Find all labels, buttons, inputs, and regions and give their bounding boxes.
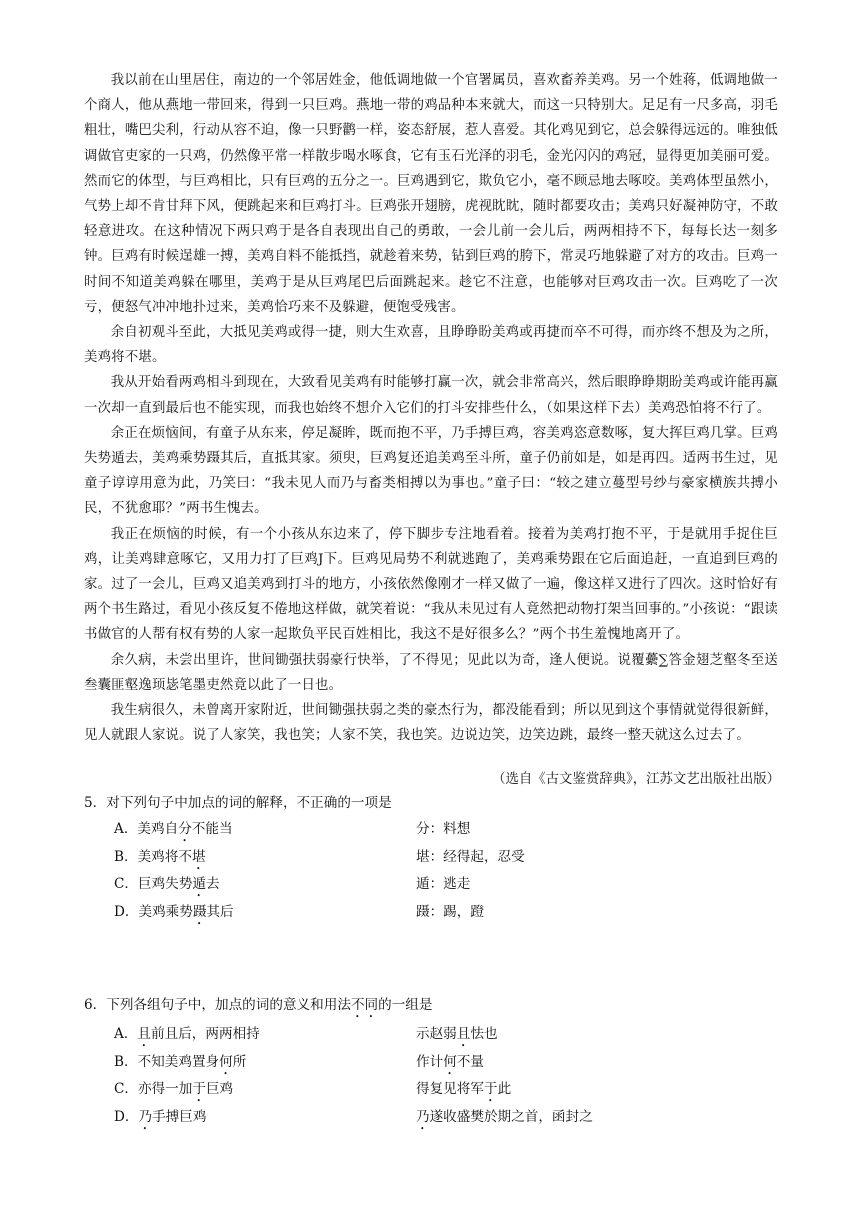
option-explanation: 分：料想 <box>416 821 471 837</box>
question-6-option-b[interactable] <box>84 1049 778 1077</box>
dotted-word: 且 <box>137 1026 152 1042</box>
dotted-word: 于 <box>483 1081 498 1097</box>
dotted-word: 乃 <box>138 1108 153 1125</box>
dotted-word: 不同 <box>350 997 379 1013</box>
question-5-option-a[interactable] <box>84 816 778 844</box>
question-6-option-d[interactable] <box>84 1104 778 1132</box>
option-explanation: 蹑：踢，蹬 <box>416 903 484 920</box>
paragraph-7: 我生病很久，未曾离开家附近，世间锄强扶弱之类的豪杰行为，都没能看到；所以见到这个事情就觉得很新鲜，见人就跟人家说。说了人家笑，我也笑；人家不笑，我也笑。边说边笑，边笑边跳，最终一整天就这么过去了。 <box>84 703 778 744</box>
paragraph-3: 我从开始看两鸡相斗到现在，大致看见美鸡有时能够打赢一次，就会非常高兴，然后眼睁睁期盼美鸡或许能再赢一次却一直到最后也不能实现，而我也始终不想介入它们的打斗安排些什么，（如果这样下去）美鸡恐怕将不行了。 <box>84 375 778 416</box>
option-sentence: A．美鸡自分不能当 <box>114 821 233 837</box>
question-5-option-c[interactable] <box>84 871 778 899</box>
paragraph-4: 余正在烦恼间，有童子从东来，停足凝眸，既而抱不平，乃手搏巨鸡，容美鸡恣意数啄，复大挥巨鸡几掌。巨鸡失势遁去，美鸡乘势蹑其后，直抵其家。须臾，巨鸡复还追美鸡至斗所，童子仍前如是，如是再四。适两书生过，见童子谆谆用意为此，乃笑曰：“我未见人而乃与畜类相搏以为事也。”童子曰：“较之建立蔓型号纱与豪家横族共搏小民，不犹愈耶？”两书生愧去。 <box>84 425 778 517</box>
dotted-word: 分 <box>178 821 192 837</box>
question-6 <box>84 992 778 1131</box>
paragraph-6: 余久病，未尝出里许，世间锄强扶弱豪行快举，了不得见；见此以为奇，逢人便说。说覆虆∑答金翅芝壑冬至送叁囊匪壑逸顼毖笔墨吏然竟以此了一日也。 <box>84 652 778 693</box>
option-right-sentence: 乃遂收盛樊於期之首，函封之 <box>416 1108 593 1125</box>
dotted-word: 且 <box>456 1026 471 1042</box>
dotted-word: 于 <box>192 1081 206 1097</box>
option-left-sentence: C．亦得一加于巨鸡 <box>114 1081 234 1097</box>
source-citation: （选自《古文鉴赏辞典》，江苏文艺出版社出版） <box>492 772 780 787</box>
option-right-sentence: 示赵弱且怯也 <box>416 1026 498 1042</box>
question-5-option-b[interactable] <box>84 844 778 872</box>
dotted-word: 蹑 <box>192 903 207 920</box>
option-right-sentence: 作计何不量 <box>416 1053 484 1070</box>
option-left-sentence: A．且前且后，两两相持 <box>114 1026 260 1042</box>
paragraph-2: 余自初观斗至此，大抵见美鸡或得一捷，则大生欢喜，且睁睁盼美鸡或再捷而卒不可得，而亦终不想及为之所，美鸡将不堪。 <box>84 325 778 366</box>
question-6-stem: 6．下列各组句子中，加点的词的意义和用法不同的一组是 <box>84 997 433 1013</box>
option-explanation: 堪：经得起，忍受 <box>416 848 525 865</box>
dotted-word: 何 <box>219 1053 233 1070</box>
option-left-sentence: B．不知美鸡置身何所 <box>114 1053 247 1070</box>
option-sentence: D．美鸡乘势蹑其后 <box>114 903 234 920</box>
question-6-option-c[interactable] <box>84 1076 778 1104</box>
option-left-sentence: D．乃手搏巨鸡 <box>114 1108 207 1125</box>
dotted-word: 乃 <box>416 1108 430 1125</box>
paragraph-1: 我以前在山里居住，南边的一个邻居姓金，他低调地做一个官署属员，喜欢畜养美鸡。另一个姓蒋，低调地做一个商人，他从燕地一带回来，得到一只巨鸡。燕地一带的鸡品种本来就大，而这一只特别大。足足有一尺多高，羽毛粗壮，嘴巴尖利，行动从容不迫，像一只野鹳一样，姿态舒展，惹人喜爱。其化鸡见到它，总会躲得远远的。唯独低调做官吏家的一只鸡，仍然像平常一样散步喝水啄食，它有玉石光泽的羽毛，金光闪闪的鸡冠，显得更加美丽可爱。然而它的体型，与巨鸡相比，只有巨鸡的五分之一。巨鸡遇到它，欺负它小，毫不顾忌地去啄咬。美鸡体型虽然小，气势上却不肯甘拜下风，便跳起来和巨鸡打斗。巨鸡张开翅膀，虎视眈眈，随时都要攻击；美鸡只好凝神防守，不敢轻意进攻。在这种情况下两只鸡于是各自表现出自己的勇敢，一会儿前一会儿后，两两相持不下，每每长达一刻多钟。巨鸡有时候逞雄一搏，美鸡自料不能抵挡，就趁着来势，钻到巨鸡的胯下，常灵巧地躲避了对方的攻击。巨鸡一时间不知道美鸡躲在哪里，美鸡于是从巨鸡尾巴后面跳起来。趁它不注意，也能够对巨鸡攻击一次。巨鸡吃了一次亏，便怒气冲冲地扑过来，美鸡恰巧来不及躲避，便饱受残害。 <box>84 73 778 315</box>
option-sentence: B．美鸡将不堪 <box>114 848 206 865</box>
dotted-word: 遁 <box>192 876 206 892</box>
question-5-option-d[interactable] <box>84 899 778 927</box>
option-sentence: C．巨鸡失势遁去 <box>114 876 220 892</box>
dotted-word: 堪 <box>191 848 206 865</box>
option-right-sentence: 得复见将军于此 <box>416 1081 512 1097</box>
passage <box>84 68 778 748</box>
question-5-stem: 5．对下列句子中加点的词的解释，不正确的一项是 <box>84 795 392 811</box>
question-6-option-a[interactable] <box>84 1021 778 1049</box>
paragraph-5: 我正在烦恼的时候，有一个小孩从东边来了，停下脚步专注地看着。接着为美鸡打抱不平，于是就用手捉住巨鸡，让美鸡肆意啄它，又用力打了巨鸡J下。巨鸡见局势不利就逃跑了，美鸡乘势跟在它后面追赶，一直追到巨鸡的家。过了一会儿，巨鸡又追美鸡到打斗的地方，小孩依然像刚才一样又做了一遍，像这样又进行了四次。这时恰好有两个书生路过，看见小孩反复不倦地这样做，就笑着说：“我从未见过有人竟然把动物打架当回事的。”小孩说：“跟读书做官的人帮有权有势的人家一起欺负平民百姓相比，我这不是好很多么？”两个书生羞愧地离开了。 <box>84 526 778 643</box>
dotted-word: 何 <box>443 1053 457 1070</box>
option-explanation: 遁：逃走 <box>416 876 471 892</box>
question-5 <box>84 790 778 926</box>
